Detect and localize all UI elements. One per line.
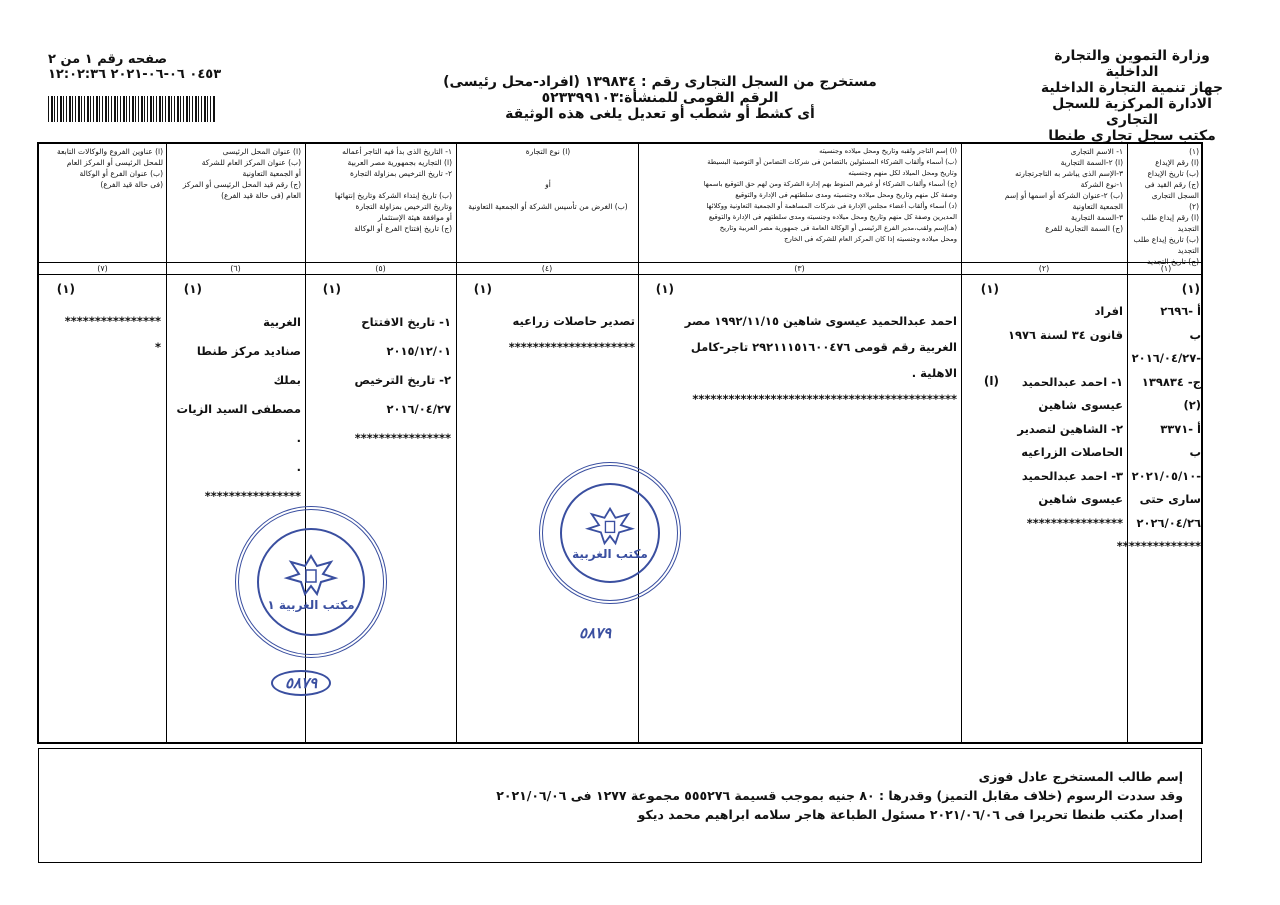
stamp-caption: مكتب الغربية xyxy=(572,547,648,561)
column-number-1: (١) xyxy=(1160,264,1172,273)
column-divider xyxy=(1127,144,1128,742)
branch-addresses: **************** * xyxy=(64,314,161,354)
footer-box xyxy=(38,748,1202,863)
eagle-emblem-icon xyxy=(584,505,636,547)
column-divider xyxy=(961,144,962,742)
col7-mark: (١) xyxy=(56,282,75,296)
column-number-6: (٦) xyxy=(230,264,241,273)
column-number-divider xyxy=(39,274,1201,275)
column-number-2: (٢) xyxy=(1038,264,1050,273)
column-header-5: ١- التاريخ الذى بدأ فيه التاجر أعماله (ا) التجاريه بجمهورية مصر العربية ٢- تاريخ الترخيص بمزاولة التجارة (ب) تاريخ إبتداء الشركة وتاريخ إنتهائها وتاريخ الترخيص بمزاولة التجارة أو موافقة هيئة الإستثمار (ج) تاريخ إفتتاح الفرع أو الوكالة xyxy=(334,147,452,233)
ministry-line: الادارة المركزية للسجل التجارى xyxy=(1052,96,1212,128)
trade-type: تصدير حاصلات زراعيه ********************* xyxy=(508,314,635,354)
ministry-line: مكتب سجل تجارى طنطا xyxy=(1048,128,1216,144)
business-dates: ١- تاريخ الافتتاح ٢٠١٥/١٢/٠١ ٢- تاريخ الترخيص ٢٠١٦/٠٤/٢٧ **************** xyxy=(354,315,451,445)
trade-name: افراد قانون ٣٤ لسنة ١٩٧٦ ١- احمد عبدالحميد عيسوى شاهين ٢- الشاهين لتصدير الحاصلات الزراعيه ٣- احمد عبدالحميد عيسوى شاهين **************** xyxy=(1007,304,1123,530)
register-table xyxy=(37,142,1203,744)
column-header-6: (ا) عنوان المحل الرئيسى (ب) عنوان المركز العام للشركة أو الجمعية التعاونية (ج) رقم قيد المحل الرئيسى أو المركز العام (فى حالة قيد الفرع) xyxy=(182,147,301,200)
col4-mark: (١) xyxy=(473,282,492,296)
merchant-details: احمد عبدالحميد عيسوى شاهين ١٩٩٢/١١/١٥ مصر الغربية رقم قومى ٢٩٢١١١٥١٦٠٠٤٧٦ تاجر-كامل الاهلية . ******************************************** xyxy=(684,314,957,406)
ministry-line: وزارة التموين والتجارة الداخلية xyxy=(1054,48,1210,80)
column-number-5: (٥) xyxy=(375,264,386,273)
page-number: صفحه رقم ١ من ٢ xyxy=(48,52,168,67)
barcode-image xyxy=(48,96,216,122)
issuance-line: إصدار مكتب طنطا تحريرا فى ٢٠٢١/٠٦/٠٦ مسئول الطباعة هاجر سلامه ابراهيم محمد ديكو xyxy=(637,807,1183,822)
eagle-emblem-icon xyxy=(283,552,339,598)
column-divider xyxy=(456,144,457,742)
fees-line: وقد سددت الرسوم (خلاف مقابل التميز) وقدرها : ٨٠ جنيه بموجب قسيمة ٥٥٥٢٧٦ مجموعة ١٢٧٧ فى ٢٠٢١/٠٦/٠٦ xyxy=(496,788,1183,803)
col3-mark: (١) xyxy=(655,282,674,296)
main-shop-address: الغربية صناديد مركز طنطا بملك مصطفى السيد الزيات . . **************** xyxy=(176,315,301,503)
filing-numbers: أ -٢٦٩٦ ب -٢٠١٦/٠٤/٢٧ ج- ١٣٩٨٣٤ (٢) أ -٣٣٧١ ب -٢٠٢١/٠٥/١٠ سارى حتى ٢٠٢٦/٠٤/٢٦ ************** xyxy=(1116,304,1201,553)
print-timestamp: ٠٤٥٣ ٠٦-٠٦-٢٠٢١ ١٢:٠٢:٣٦ xyxy=(48,67,222,82)
footer-text xyxy=(496,767,1183,824)
document-title xyxy=(430,74,890,122)
col5-mark: (١) xyxy=(322,282,341,296)
header-divider xyxy=(39,262,1201,263)
official-stamp-center xyxy=(539,462,681,604)
column-number-7: (٧) xyxy=(97,264,108,273)
stamp-number-center: ٥٨٧٩ xyxy=(579,624,612,642)
column-number-3: (٣) xyxy=(794,264,805,273)
official-stamp-left xyxy=(235,506,387,658)
warning-line: أى كشط أو شطب أو تعديل يلغى هذه الوثيقة xyxy=(505,106,815,122)
column-divider xyxy=(166,144,167,742)
requester-line: إسم طالب المستخرج عادل فوزى xyxy=(978,769,1183,784)
column-header-2: ١- الاسم التجارى (ا) ٢-السمة التجارية ٣-الإسم الذى يباشر به التاجرتجارته ١-نوع الشركة (ب) ٢-عنوان الشركة أو اسمها أو إسم الجمعية التعاونية ٣-السمة التجارية (ج) السمة التجارية للفرع xyxy=(1004,147,1123,233)
stamp-number-left: ٥٨٧٩ xyxy=(271,670,331,696)
col2-mark-a: (١) xyxy=(980,282,999,296)
ministry-line: جهاز تنمية التجارة الداخلية xyxy=(1040,80,1224,96)
col6-mark: (١) xyxy=(183,282,202,296)
column-number-4: (٤) xyxy=(541,264,553,273)
column-header-4: (ا) نوع التجارة أو (ب) الغرض من تأسيس الشركة أو الجمعية التعاونية xyxy=(468,147,628,211)
column-header-3: (ا) إسم التاجر ولقبه وتاريخ ومحل ميلاده وجنسيته (ب) أسماء وألقاب الشركاء المسئولين بالتضامن فى شركات التضامن أو التوصية البسيطة وتاريخ ومحل الميلاد لكل منهم وجنسيته (ج) أسماء وألقاب الشركاء أو غيرهم المنوط بهم إدارة الشركة ومن لهم حق التوقيع باسمها وصفة كل منهم وتاريخ ومحل ميلاده وجنسيته ومدى سلطتهم فى الإدارة والتوقيع (د) أسماء وألقاب أعضاء مجلس الإدارة فى شركات المساهمة أو الجمعية التعاونية ووكلائها المديرين وصفة كل منهم وتاريخ ومحل ميلاده وجنسيته ومدى سلطتهم فى الإدارة والتوقيع (هـ)إسم ولقب،مدير الفرع الرئيسى أو الوكالة العامة فى جمهورية مصر العربية وتاريخ ومحل ميلاده وجنسيته إذا كان المركز العام للشركه فى الخارج xyxy=(703,147,957,243)
col1-mark: (١) xyxy=(1181,282,1200,296)
column-divider xyxy=(638,144,639,742)
title-line: مستخرج من السجل التجارى رقم : ١٣٩٨٣٤ (افراد-محل رئيسى) xyxy=(443,74,877,90)
column-header-1: (١) (ا) رقم الإيداع (ب) تاريخ الإيداع (ج) رقم القيد فى السجل التجارى (٢) (ا) رقم إيداع طلب التجديد (ب) تاريخ إيداع طلب التجديد (ج) تاريخ التجديد xyxy=(1133,147,1199,266)
col2-mark-b: (ا) xyxy=(983,374,999,388)
stamp-caption: مكتب الغربية ١ xyxy=(267,598,355,612)
national-number-line: الرقم القومى للمنشأة:٥٢٣٣٩٩١٠٣ xyxy=(541,90,779,106)
page-info xyxy=(48,52,288,82)
column-header-7: (ا) عناوين الفروع والوكالات التابعة للمحل الرئيسى أو المركز العام (ب) عنوان الفرع أو الوكالة (فى حالة قيد الفرع) xyxy=(56,147,163,189)
ministry-header xyxy=(1032,48,1232,144)
